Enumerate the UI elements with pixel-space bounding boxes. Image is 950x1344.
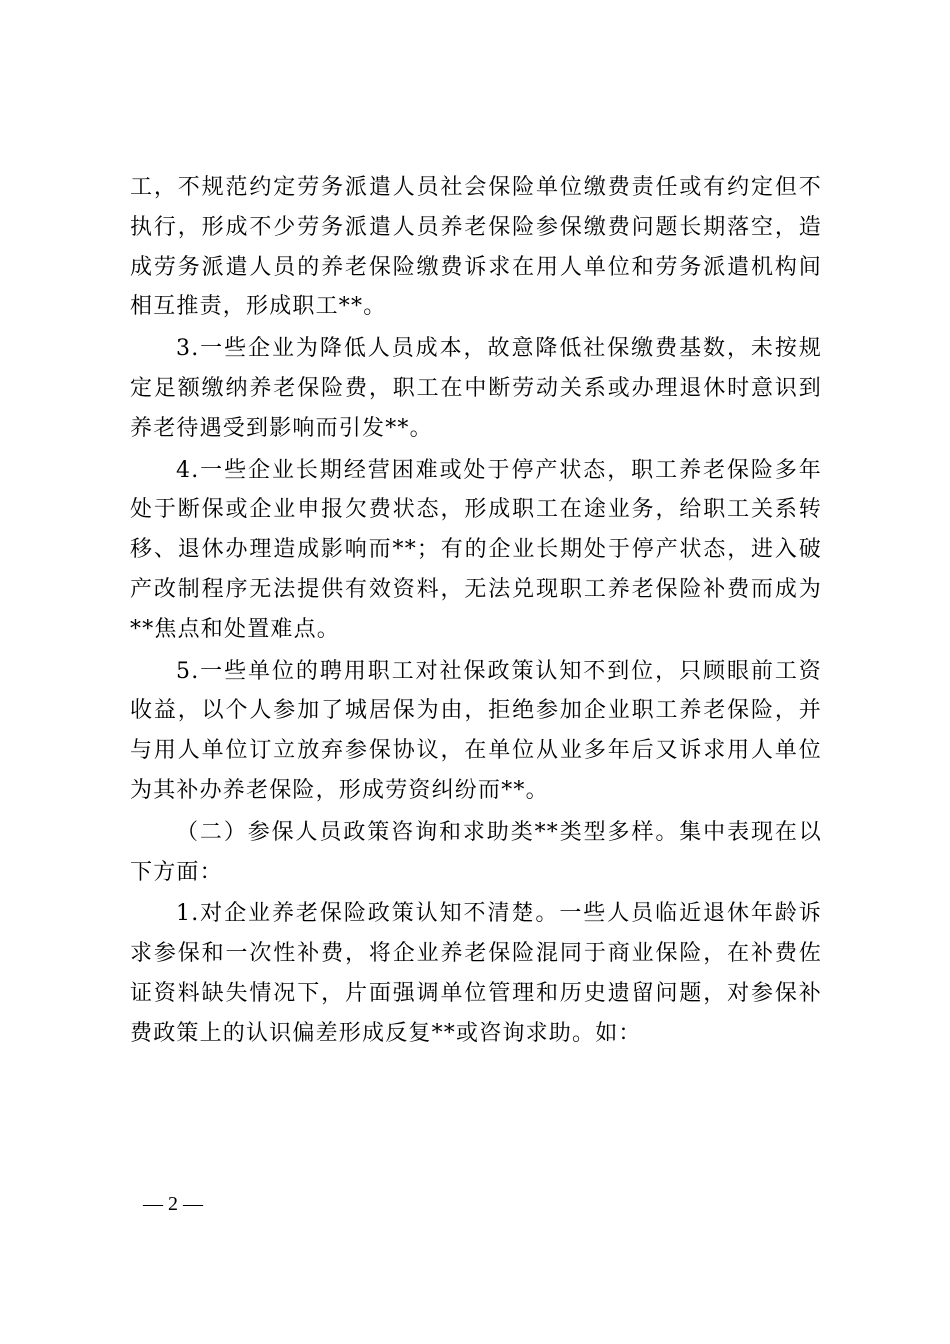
paragraph-continuation: 工，不规范约定劳务派遣人员社会保险单位缴费责任或有约定但不执行，形成不少劳务派遣人员养老保险参保缴费问题长期落空，造成劳务派遣人员的养老保险缴费诉求在用人单位和劳务派遣机构间相互推责，形成职工**。: [130, 175, 822, 320]
paragraph-item-5: 5.一些单位的聘用职工对社保政策认知不到位，只顾眼前工资收益，以个人参加了城居保为由，拒绝参加企业职工养老保险，并与用人单位订立放弃参保协议，在单位从业多年后又诉求用人单位为其补办养老保险，形成劳资纠纷而**。: [130, 658, 822, 803]
document-body: [130, 168, 822, 1056]
paragraph-subitem-1: 1.对企业养老保险政策认知不清楚。一些人员临近退休年龄诉求参保和一次性补费，将企业养老保险混同于商业保险，在补费佐证资料缺失情况下，片面强调单位管理和历史遗留问题，对参保补费政策上的认识偏差形成反复**或咨询求助。如：: [130, 901, 822, 1046]
section-heading-2: （二）参保人员政策咨询和求助类**类型多样。集中表现在以下方面：: [130, 819, 822, 885]
paragraph-item-3: 3.一些企业为降低人员成本，故意降低社保缴费基数，未按规定足额缴纳养老保险费，职工在中断劳动关系或办理退休时意识到养老待遇受到影响而引发**。: [130, 336, 822, 441]
paragraph-item-4: 4.一些企业长期经营困难或处于停产状态，职工养老保险多年处于断保或企业申报欠费状态，形成职工在途业务，给职工关系转移、退休办理造成影响而**；有的企业长期处于停产状态，进入破产改制程序无法提供有效资料，无法兑现职工养老保险补费而成为**焦点和处置难点。: [130, 457, 822, 642]
page-number: — 2 —: [143, 1193, 203, 1215]
